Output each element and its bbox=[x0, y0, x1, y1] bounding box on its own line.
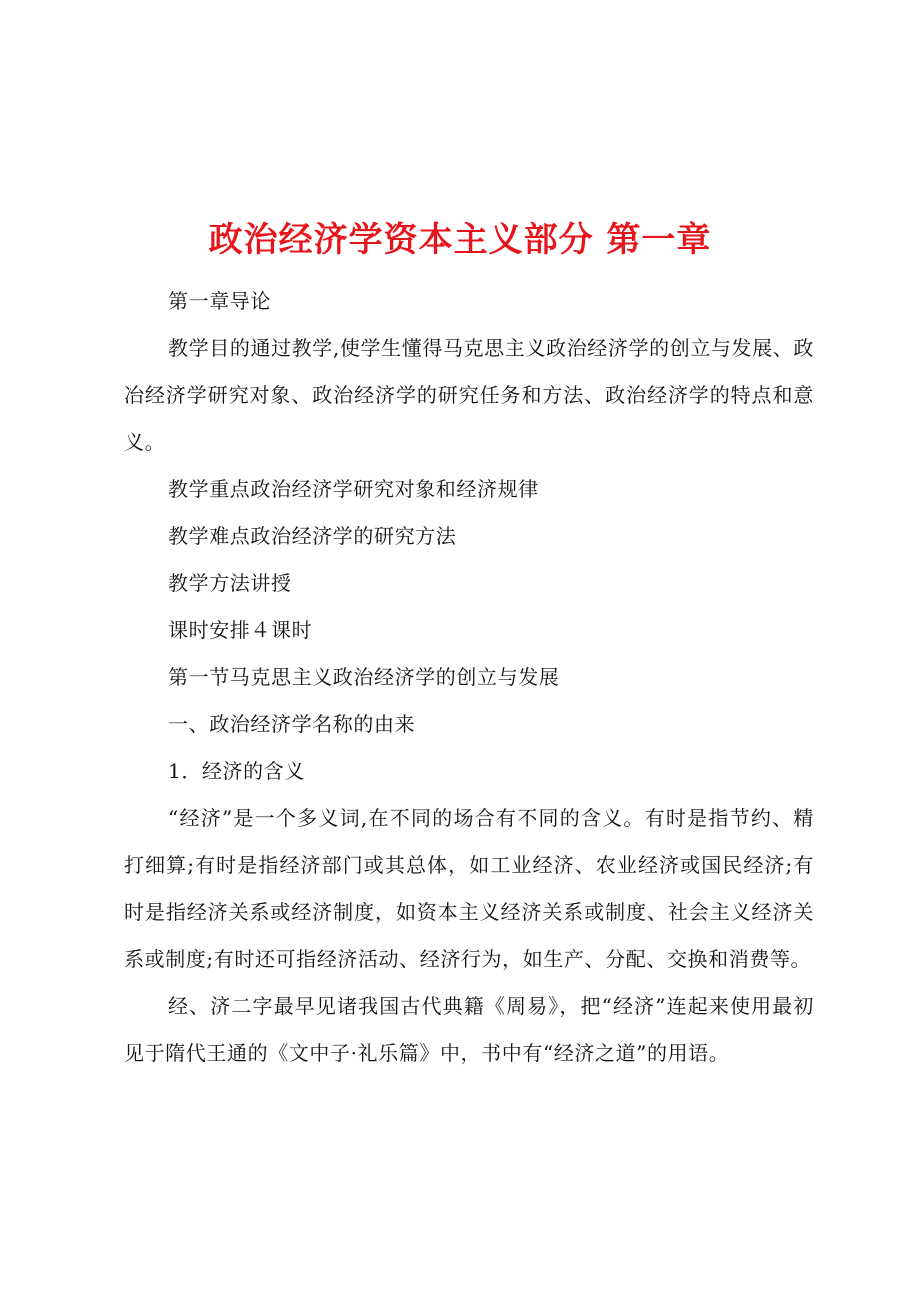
document-title: 政治经济学资本主义部分 第一章 bbox=[208, 219, 712, 260]
numbered-heading: 1．经济的含义 bbox=[168, 759, 305, 783]
section-heading: 第一节马克思主义政治经济学的创立与发展 bbox=[168, 665, 560, 689]
economy-meaning-paragraph: “经济”是一个多义词,在不同的场合有不同的含义。有时是指节约、精打细算;有时是指经济部门或其总体，如工业经济、农业经济或国民经济;有时是指经济关系或经济制度，如资本主义经济关系或制度、社会主义经济关系或制度;有时还可指经济活动、经济行为，如生产、分配、交换和消费等。 bbox=[124, 806, 814, 971]
class-hours-line: 课时安排４课时 bbox=[168, 618, 313, 642]
teaching-method-line: 教学方法讲授 bbox=[168, 571, 292, 595]
teaching-objective-paragraph: 教学目的通过教学,使学生懂得马克思主义政治经济学的创立与发展、政冶经济学研究对象、政治经济学的研究任务和方法、政治经济学的特点和意义。 bbox=[124, 336, 814, 454]
document-body bbox=[124, 278, 814, 1077]
origin-paragraph: 经、济二字最早见诸我国古代典籍《周易》，把“经济”连起来使用最初见于隋代王通的《文中子·礼乐篇》中，书中有“经济之道”的用语。 bbox=[124, 994, 814, 1065]
subsection-heading: 一、政治经济学名称的由来 bbox=[168, 712, 416, 736]
teaching-focus-line: 教学重点政治经济学研究对象和经济规律 bbox=[168, 477, 539, 501]
chapter-heading: 第一章导论 bbox=[168, 289, 271, 313]
teaching-difficulty-line: 教学难点政治经济学的研究方法 bbox=[168, 524, 457, 548]
